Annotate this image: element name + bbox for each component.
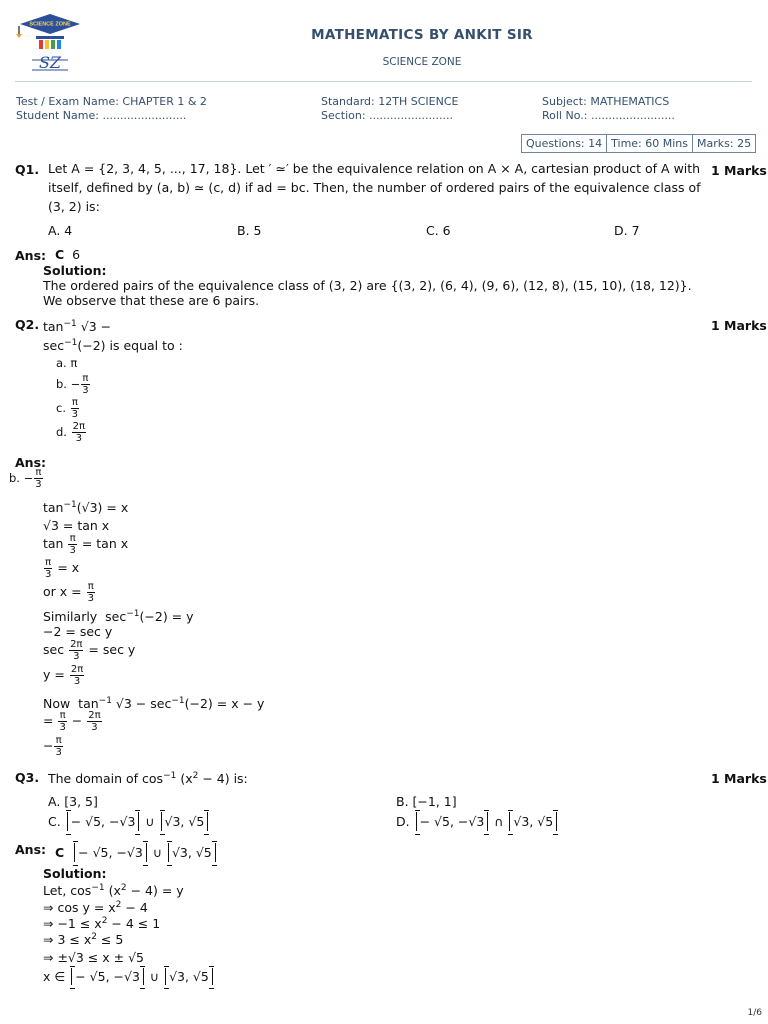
q3-answer: C − √5, −√3 ∪ √3, √5 [55,843,218,862]
header-divider [15,81,752,82]
q1-solution-label: Solution: [43,263,107,278]
q2-ans-label: Ans: [15,455,47,470]
q3-step: Let, $\cos^{-1} (x^2 - 4) = y$ [43,883,184,899]
q2-step: − $\frac{\pi}{3}$ [43,735,62,758]
page-subtitle: SCIENCE ZONE [382,56,462,68]
page-number: 1/6 [747,1008,762,1018]
test-name: Test / Exam Name: CHAPTER 1 & 2 [16,95,207,108]
q2-step: = $\frac{\pi}{3}$ − $\frac{2\pi}{3}$ [43,710,101,733]
q3-option-a: A. [3, 5] [48,794,98,809]
q2-expression: $\tan^{-1} √3$ − [43,319,112,335]
q1-answer: C 6 [55,247,81,262]
q2-step: Similarly $\sec^{-1}(-2) = y$ [43,609,194,625]
logo-text: SCIENCE ZONE [29,21,71,28]
q2-step: or x = $\frac{\pi}{3}$ [43,581,94,604]
exam-stats [521,134,756,153]
page-title: MATHEMATICS BY ANKIT SIR [311,27,533,43]
student-name: Student Name: ........................ [16,109,187,122]
q2-label: Q2. [15,317,40,332]
time-limit: Time: 60 Mins [607,135,693,152]
q1-text: Let A = {2, 3, 4, 5, ..., 17, 18}. Let ′ ≃′ be the equivalence relation on A × A, cartesian product of A with itself, defined by (a, b) ≃ (c, d) if ad = bc. Then, the number of ordered pairs of the equivalence class of (3, 2) is: [48,161,701,214]
q2-answer: b. − $\frac{\pi}{3}$ [9,467,42,490]
q3-label: Q3. [15,770,40,785]
roll-no: Roll No.: ........................ [542,109,675,122]
logo-initials: SZ [38,53,62,72]
q2-option-b: b. − $\frac{\pi}{3}$ [56,373,89,396]
q3-step: ⇒ $-1 \le x^2 - 4 \le 1$ [43,916,161,932]
q1-option-b: B. 5 [237,223,262,238]
q2-step: $\frac{\pi}{3}$ = x [45,557,80,580]
q2-step: √3 = tan x [43,518,110,533]
q1-option-d: D. 7 [614,223,640,238]
q3-option-d: D. − √5, −√3 ∩ √3, √5 [396,812,559,831]
q2-option-a: a. π [56,356,78,370]
q3-option-c: C. − √5, −√3 ∪ √3, √5 [48,812,210,831]
q2-marks: 1 Marks [711,318,767,333]
questions-count: Questions: 14 [522,135,607,152]
q3-solution-label: Solution: [43,866,107,881]
q1-solution-line: The ordered pairs of the equivalence class of (3, 2) are {(3, 2), (6, 4), (9, 6), (12, 8), (15, 10), (18, 12)}. [43,278,692,293]
q1-option-a: A. 4 [48,223,73,238]
q3-marks: 1 Marks [711,771,767,786]
q2-step: y = $\frac{2\pi}{3}$ [43,664,84,687]
q3-step: ⇒ $\cos y = x^2 - 4$ [43,900,148,916]
q1-ans-label: Ans: [15,248,47,263]
q3-option-b: B. [−1, 1] [396,794,457,809]
q2-option-d: d. $\frac{2\pi}{3}$ [56,421,86,444]
q2-step: Now $\tan^{-1} √3 - \sec^{-1}(-2) = x - y$ [43,696,265,712]
q3-ans-label: Ans: [15,842,47,857]
q1-option-c: C. 6 [426,223,451,238]
standard: Standard: 12TH SCIENCE [321,95,459,108]
q1-marks: 1 Marks [711,163,767,178]
q3-text: The domain of $\cos^{-1} (x^2 - 4)$ is: [48,771,248,787]
q3-step: x ∈ − √5, −√3 ∪ √3, √5 [43,968,215,985]
q2-step: −2 = sec y [43,624,113,639]
total-marks: Marks: 25 [697,137,752,150]
q3-step: ⇒ ±√3 ≤ x ± √5 [43,950,144,965]
section: Section: ........................ [321,109,453,122]
q2-expression-cont: $\sec^{-1}(-2)$ is equal to : [43,338,183,354]
q2-step: tan $\frac{\pi}{3}$ = tan x [43,533,129,556]
q2-step: sec $\frac{2\pi}{3}$ = sec y [43,639,136,662]
subject: Subject: MATHEMATICS [542,95,670,108]
q2-option-c: c. $\frac{\pi}{3}$ [56,397,79,420]
q2-step: $\tan^{-1}(√3) = x$ [43,500,129,516]
q3-step: ⇒ $3 \le x^2 \le 5$ [43,932,124,948]
q1-solution-line: We observe that these are 6 pairs. [43,293,260,308]
q1-label: Q1. [15,162,40,177]
